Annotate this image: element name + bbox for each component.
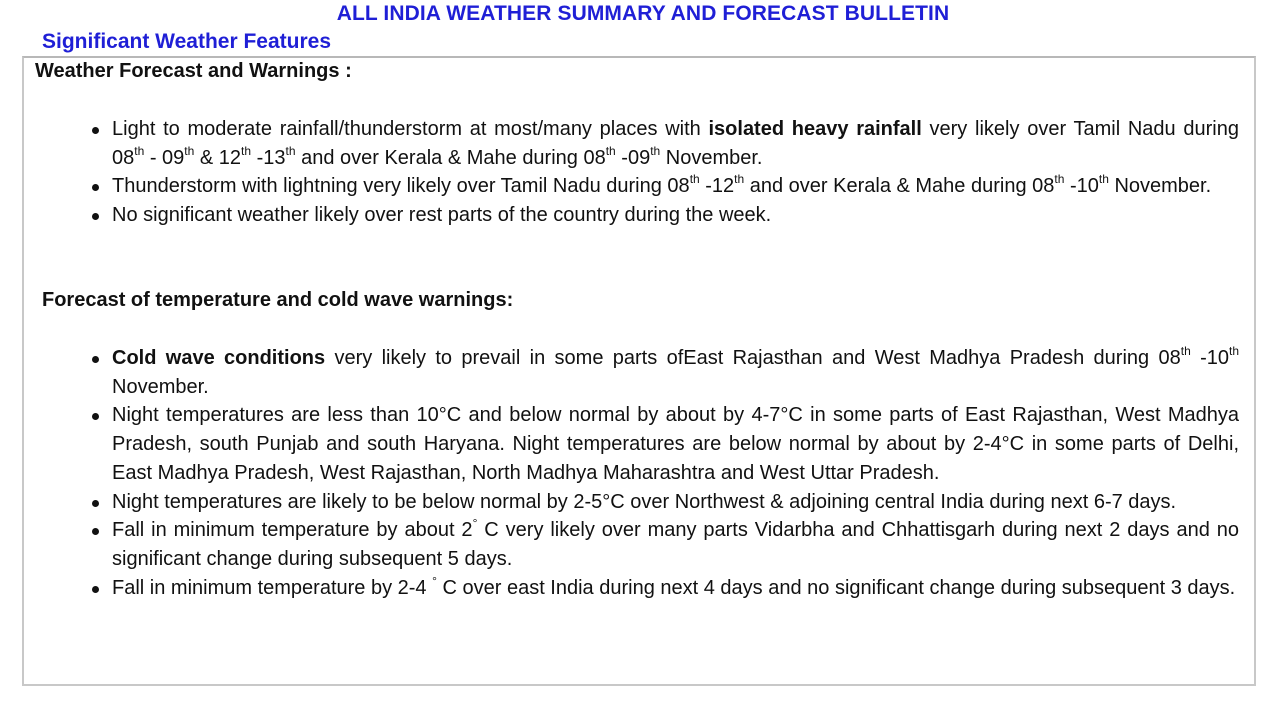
text-segment: & 12 <box>194 146 242 169</box>
superscript: th <box>1180 344 1191 358</box>
text-segment: and over Kerala & Mahe during 08 <box>744 175 1055 198</box>
text-segment: Night temperatures are likely to be below normal by 2-5°C over Northwest & adjoining central India during next 6-7 days. <box>112 490 1177 513</box>
superscript: th <box>134 143 145 158</box>
bullet-item <box>88 201 1239 230</box>
text-segment: Thunderstorm with lightning very likely over Tamil Nadu during 08 <box>112 175 690 198</box>
text-segment: Fall in minimum temperature by about 2 <box>112 519 473 542</box>
text-segment: -09 <box>615 146 651 169</box>
temperature-forecast-heading: Forecast of temperature and cold wave warnings: <box>42 289 514 311</box>
bold-text: Cold wave conditions <box>112 347 326 369</box>
text-segment: -10 <box>1064 175 1099 198</box>
bullet-item <box>88 574 1239 603</box>
text-segment: Light to moderate rainfall/thunderstorm at most/many places with <box>112 118 709 140</box>
superscript: th <box>184 143 195 158</box>
text-segment: -13 <box>251 146 286 169</box>
text-segment: C very likely over many parts Vidarbha and Chhattisgarh during next 2 days and no significant change during subsequent 5 days. <box>112 519 1239 570</box>
superscript: ° <box>432 573 437 588</box>
superscript: ° <box>472 516 478 531</box>
text-segment: -10 <box>1190 347 1229 369</box>
text-segment: C over east India during next 4 days and no significant change during subsequent 3 days. <box>436 576 1236 599</box>
superscript: th <box>689 172 700 187</box>
text-segment: November. <box>1108 175 1212 198</box>
text-segment: -12 <box>699 175 735 198</box>
superscript: th <box>650 143 661 158</box>
text-segment: Fall in minimum temperature by 2-4 <box>112 576 433 599</box>
bullet-item <box>88 172 1239 201</box>
text-segment: - 09 <box>144 146 185 169</box>
bullet-item <box>88 401 1239 487</box>
superscript: th <box>241 143 252 158</box>
bold-text: isolated heavy rainfall <box>708 118 922 140</box>
weather-forecast-heading: Weather Forecast and Warnings : <box>35 60 352 82</box>
bullet-item <box>88 516 1239 573</box>
bullet-item <box>88 115 1239 172</box>
superscript: th <box>1229 344 1240 358</box>
text-segment: very likely over Tamil Nadu during 08 <box>112 118 1239 169</box>
superscript: th <box>1098 172 1109 187</box>
superscript: th <box>285 143 296 158</box>
superscript: th <box>1054 172 1065 187</box>
text-segment: Night temperatures are less than 10°C and below normal by about by 4-7°C in some parts of East Rajasthan, West Madhya Pradesh, south Punjab and south Haryana. Night temperatures are below normal by about by 2-4°C in some parts of Delhi, East Madhya Pradesh, West Rajasthan, North Madhya Maharashtra and West Uttar Pradesh. <box>112 404 1239 484</box>
text-segment: and over Kerala & Mahe during 08 <box>295 146 606 169</box>
weather-warnings-list <box>88 115 1239 230</box>
bulletin-title: ALL INDIA WEATHER SUMMARY AND FORECAST BULLETIN <box>336 2 950 25</box>
text-segment: November. <box>112 375 209 398</box>
superscript: th <box>734 172 745 187</box>
text-segment: No significant weather likely over rest parts of the country during the week. <box>112 204 772 227</box>
bullet-item <box>88 344 1239 401</box>
text-segment: very likely to prevail in some parts ofEast Rajasthan and West Madhya Pradesh during 08 <box>325 347 1181 369</box>
section-subtitle: Significant Weather Features <box>42 30 332 53</box>
text-segment: November. <box>660 146 763 169</box>
superscript: th <box>605 143 616 158</box>
temperature-warnings-list <box>88 344 1239 602</box>
bullet-item <box>88 488 1239 517</box>
